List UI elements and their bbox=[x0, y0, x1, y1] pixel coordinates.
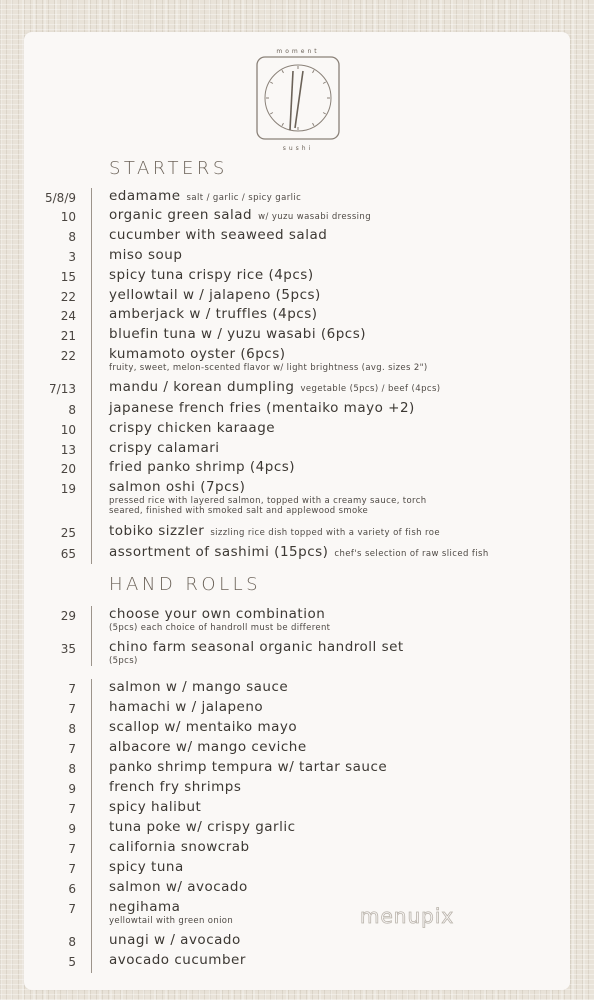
item-name: salmon w/ avocado bbox=[109, 879, 248, 895]
item-name-row bbox=[109, 440, 220, 456]
combos-divider bbox=[91, 606, 92, 666]
item-name-row bbox=[109, 799, 201, 815]
item-price: 8 bbox=[68, 935, 76, 949]
item-price: 21 bbox=[60, 329, 76, 343]
item-name-row bbox=[109, 523, 440, 539]
item-price: 8 bbox=[68, 762, 76, 776]
moment-sushi-logo bbox=[248, 44, 348, 154]
item-name: edamame bbox=[109, 188, 181, 204]
item-detail-line: (5pcs) bbox=[109, 656, 138, 666]
item-name-row bbox=[109, 459, 295, 475]
item-name-row bbox=[109, 679, 288, 695]
item-name-row bbox=[109, 247, 182, 263]
item-price: 9 bbox=[68, 782, 76, 796]
item-price: 10 bbox=[60, 423, 76, 437]
item-detail-line: (5pcs) each choice of handroll must be different bbox=[109, 623, 331, 633]
item-name: mandu / korean dumpling bbox=[109, 379, 295, 395]
item-name: salmon w / mango sauce bbox=[109, 679, 289, 695]
item-description: chef's selection of raw sliced fish bbox=[334, 549, 489, 559]
item-name: negihama bbox=[109, 899, 181, 915]
item-name-row bbox=[109, 287, 321, 303]
item-name: tuna poke w/ crispy garlic bbox=[109, 819, 296, 835]
item-name: miso soup bbox=[109, 247, 183, 263]
item-description: salt / garlic / spicy garlic bbox=[186, 193, 302, 203]
item-price: 29 bbox=[60, 609, 76, 623]
item-name: tobiko sizzler bbox=[109, 523, 205, 539]
item-name: amberjack w / truffles (4pcs) bbox=[109, 306, 318, 322]
item-price: 15 bbox=[60, 270, 76, 284]
item-name-row bbox=[109, 839, 250, 855]
item-detail-line: yellowtail with green onion bbox=[109, 916, 234, 926]
item-price: 25 bbox=[60, 526, 76, 540]
item-name: salmon oshi (7pcs) bbox=[109, 479, 246, 495]
item-price: 35 bbox=[60, 642, 76, 656]
item-name: spicy halibut bbox=[109, 799, 202, 815]
item-name: assortment of sashimi (15pcs) bbox=[109, 544, 329, 560]
item-name-row bbox=[109, 544, 489, 560]
item-name-row bbox=[109, 326, 366, 342]
item-name: kumamoto oyster (6pcs) bbox=[109, 346, 286, 362]
item-name: california snowcrab bbox=[109, 839, 250, 855]
item-name-row bbox=[109, 639, 404, 655]
item-name-row bbox=[109, 952, 246, 968]
item-price: 7 bbox=[68, 862, 76, 876]
item-name: choose your own combination bbox=[109, 606, 326, 622]
item-price: 3 bbox=[68, 250, 76, 264]
item-price: 19 bbox=[60, 482, 76, 496]
item-price: 8 bbox=[68, 722, 76, 736]
item-detail-line: pressed rice with layered salmon, topped with a creamy sauce, torch bbox=[109, 496, 427, 506]
item-name-row bbox=[109, 267, 314, 283]
hand-rolls-divider bbox=[91, 679, 92, 973]
item-name-row bbox=[109, 227, 327, 243]
item-description: vegetable (5pcs) / beef (4pcs) bbox=[300, 384, 441, 394]
item-name-row bbox=[109, 379, 441, 395]
item-price: 7 bbox=[68, 742, 76, 756]
item-name-row bbox=[109, 779, 241, 795]
item-name-row bbox=[109, 606, 325, 622]
starters-title: STARTERS bbox=[109, 158, 228, 179]
item-name: french fry shrimps bbox=[109, 779, 242, 795]
item-name-row bbox=[109, 759, 387, 775]
item-name-row bbox=[109, 346, 286, 362]
item-name-row bbox=[109, 879, 248, 895]
item-name: unagi w / avocado bbox=[109, 932, 241, 948]
item-name-row bbox=[109, 420, 275, 436]
item-name-row bbox=[109, 188, 301, 204]
item-name-row bbox=[109, 306, 318, 322]
item-name: yellowtail w / jalapeno (5pcs) bbox=[109, 287, 321, 303]
logo-bottom-text: sushi bbox=[282, 145, 314, 152]
item-price: 8 bbox=[68, 403, 76, 417]
item-price: 7/13 bbox=[49, 382, 76, 396]
item-price: 6 bbox=[68, 882, 76, 896]
item-price: 10 bbox=[60, 210, 76, 224]
item-name-row bbox=[109, 207, 371, 223]
item-name: crispy chicken karaage bbox=[109, 420, 276, 436]
item-name: panko shrimp tempura w/ tartar sauce bbox=[109, 759, 388, 775]
item-name-row bbox=[109, 479, 245, 495]
item-price: 7 bbox=[68, 842, 76, 856]
item-price: 7 bbox=[68, 902, 76, 916]
item-name-row bbox=[109, 719, 297, 735]
item-name-row bbox=[109, 400, 415, 416]
item-price: 9 bbox=[68, 822, 76, 836]
item-price: 13 bbox=[60, 443, 76, 457]
item-name-row bbox=[109, 899, 180, 915]
item-name: albacore w/ mango ceviche bbox=[109, 739, 307, 755]
item-name-row bbox=[109, 739, 307, 755]
item-name: spicy tuna crispy rice (4pcs) bbox=[109, 267, 314, 283]
item-price: 22 bbox=[60, 349, 76, 363]
item-name: avocado cucumber bbox=[109, 952, 246, 968]
item-price: 5/8/9 bbox=[45, 191, 76, 205]
item-price: 65 bbox=[60, 547, 76, 561]
item-name: spicy tuna bbox=[109, 859, 184, 875]
logo-top-text: moment bbox=[276, 48, 320, 55]
watermark: menupix bbox=[360, 904, 455, 928]
item-name-row bbox=[109, 859, 184, 875]
item-name: crispy calamari bbox=[109, 440, 220, 456]
item-price: 5 bbox=[68, 955, 76, 969]
item-name: fried panko shrimp (4pcs) bbox=[109, 459, 296, 475]
item-price: 7 bbox=[68, 802, 76, 816]
item-price: 7 bbox=[68, 682, 76, 696]
item-detail-line: seared, finished with smoked salt and applewood smoke bbox=[109, 506, 369, 516]
starters-divider bbox=[91, 188, 92, 564]
item-name: cucumber with seaweed salad bbox=[109, 227, 328, 243]
item-name-row bbox=[109, 819, 296, 835]
item-name: organic green salad bbox=[109, 207, 253, 223]
item-price: 24 bbox=[60, 309, 76, 323]
hand-rolls-title: HAND ROLLS bbox=[109, 574, 262, 595]
item-price: 20 bbox=[60, 462, 76, 476]
item-price: 8 bbox=[68, 230, 76, 244]
item-name: scallop w/ mentaiko mayo bbox=[109, 719, 298, 735]
item-price: 7 bbox=[68, 702, 76, 716]
item-name: chino farm seasonal organic handroll set bbox=[109, 639, 404, 655]
item-price: 22 bbox=[60, 290, 76, 304]
item-name-row bbox=[109, 699, 263, 715]
item-name-row bbox=[109, 932, 241, 948]
item-description: w/ yuzu wasabi dressing bbox=[258, 212, 372, 222]
item-name: japanese french fries (mentaiko mayo +2) bbox=[109, 400, 415, 416]
item-description: sizzling rice dish topped with a variety of fish roe bbox=[210, 528, 440, 538]
item-detail-line: fruity, sweet, melon-scented flavor w/ light brightness (avg. sizes 2") bbox=[109, 363, 428, 373]
item-name: bluefin tuna w / yuzu wasabi (6pcs) bbox=[109, 326, 367, 342]
item-name: hamachi w / jalapeno bbox=[109, 699, 264, 715]
